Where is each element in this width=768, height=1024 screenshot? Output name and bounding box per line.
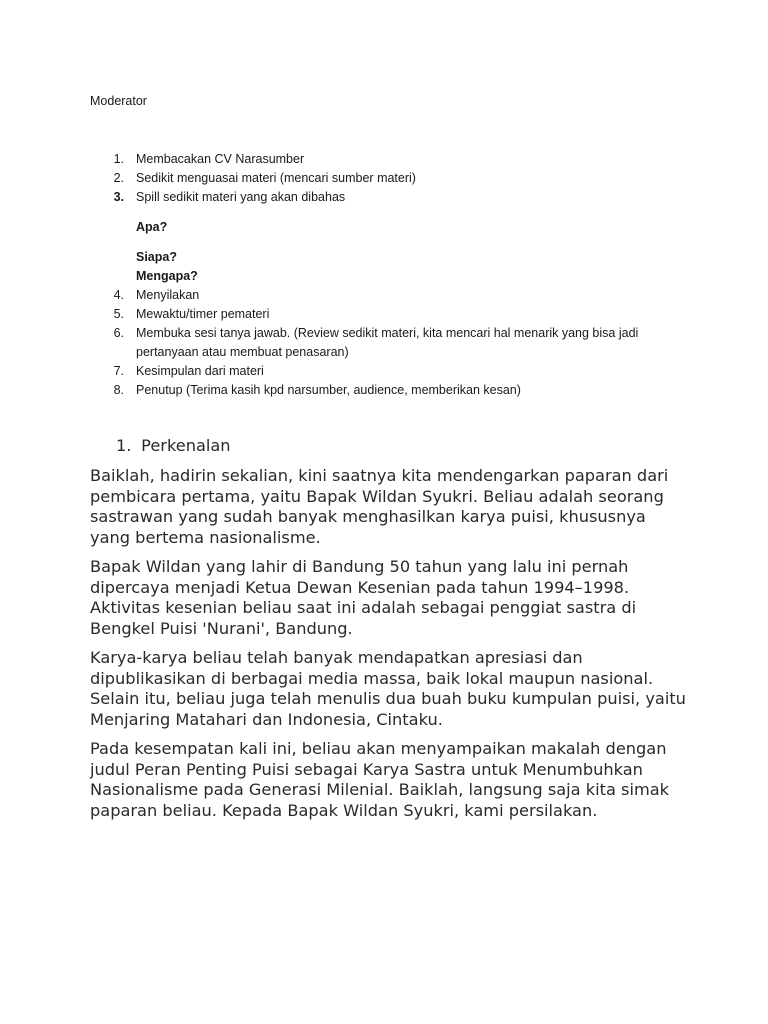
outline-text: Spill sedikit materi yang akan dibahas xyxy=(136,190,346,204)
sub-point-siapa: Siapa? xyxy=(136,250,177,264)
outline-number: 4. xyxy=(113,288,124,302)
document-title: Moderator xyxy=(90,94,147,108)
outline-text: Penutup (Terima kasih kpd narsumber, audience, memberikan kesan) xyxy=(136,383,521,397)
outline-number: 8. xyxy=(113,383,124,397)
outline-item-1 xyxy=(90,150,690,169)
outline-number: 2. xyxy=(113,171,124,185)
outline-text-continuation: pertanyaan atau membuat penasaran) xyxy=(136,345,349,359)
outline-item-6 xyxy=(90,324,690,362)
outline-item-7 xyxy=(90,362,690,381)
outline-number: 1. xyxy=(113,152,124,166)
outline-item-3 xyxy=(90,188,690,207)
body-paragraph: Bapak Wildan yang lahir di Bandung 50 tahun yang lalu ini pernah dipercaya menjadi Ketua Dewan Kesenian pada tahun 1994–1998. Aktivitas kesenian beliau saat ini adalah sebagai penggiat sastra di Bengkel Puisi 'Nurani', Bandung. xyxy=(90,557,637,638)
outline-number: 7. xyxy=(113,364,124,378)
outline-number: 3. xyxy=(113,190,124,204)
outline-item-2 xyxy=(90,169,690,188)
section-title: Perkenalan xyxy=(141,436,231,455)
section-heading xyxy=(116,436,231,457)
outline-item-4 xyxy=(90,286,690,305)
outline-text: Membacakan CV Narasumber xyxy=(136,152,305,166)
outline-number: 5. xyxy=(113,307,124,321)
body-paragraph: Pada kesempatan kali ini, beliau akan menyampaikan makalah dengan judul Peran Penting Puisi sebagai Karya Sastra untuk Menumbuhkan Nasionalisme pada Generasi Milenial. Baiklah, langsung saja kita simak paparan beliau. Kepada Bapak Wildan Syukri, kami persilakan. xyxy=(90,739,670,820)
section-body xyxy=(90,466,690,830)
section-number: 1. xyxy=(116,436,132,455)
outline-item-8 xyxy=(90,381,690,400)
sub-point-apa: Apa? xyxy=(136,220,168,234)
body-paragraph: Baiklah, hadirin sekalian, kini saatnya kita mendengarkan paparan dari pembicara pertama, yaitu Bapak Wildan Syukri. Beliau adalah seorang sastrawan yang sudah banyak menghasilkan karya puisi, khususnya yang bertema nasionalisme. xyxy=(90,466,669,547)
body-paragraph: Karya-karya beliau telah banyak mendapatkan apresiasi dan dipublikasikan di berbagai media massa, baik lokal maupun nasional. Selain itu, beliau juga telah menulis dua buah buku kumpulan puisi, yaitu Menjaring Matahari dan Indonesia, Cintaku. xyxy=(90,648,686,729)
outline-text: Menyilakan xyxy=(136,288,200,302)
outline-text: Membuka sesi tanya jawab. (Review sedikit materi, kita mencari hal menarik yang bisa jadi xyxy=(136,326,639,340)
outline-text: Sedikit menguasai materi (mencari sumber materi) xyxy=(136,171,416,185)
spacer xyxy=(90,237,690,248)
outline-number: 6. xyxy=(113,326,124,340)
spacer xyxy=(90,207,690,218)
sub-point-mengapa: Mengapa? xyxy=(136,269,198,283)
outline-text: Kesimpulan dari materi xyxy=(136,364,264,378)
outline-item-5 xyxy=(90,305,690,324)
moderator-outline-list xyxy=(90,150,690,400)
outline-text: Mewaktu/timer pemateri xyxy=(136,307,270,321)
